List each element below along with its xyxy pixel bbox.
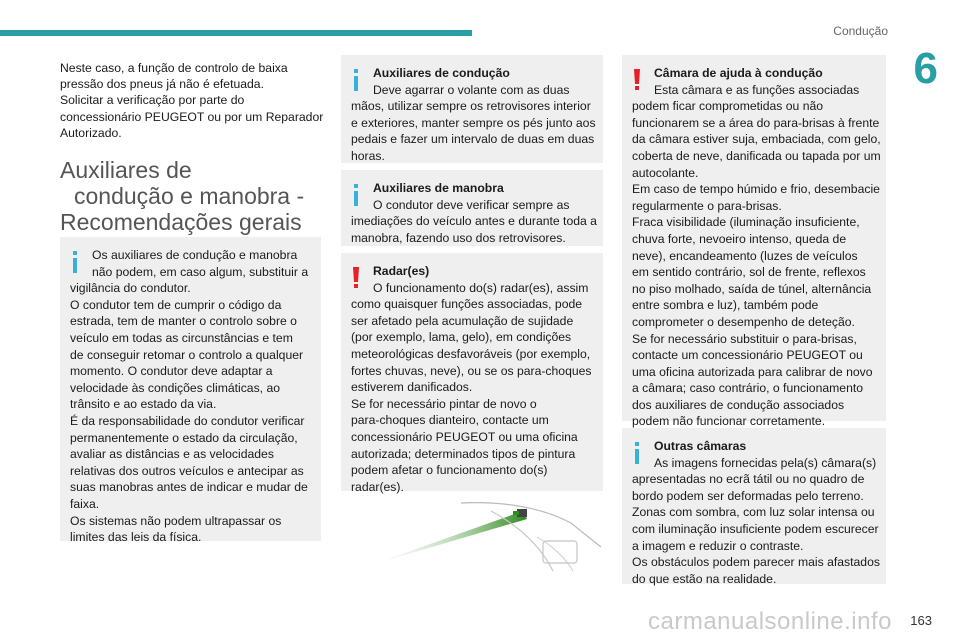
box-text-line: imediações do veículo antes e durante toda a: [351, 214, 597, 229]
box-text-line: podem ficar comprometidas ou não: [632, 99, 824, 114]
box-text-line: chuva forte, nevoeiro intenso, queda de: [632, 231, 847, 246]
info-box-driving-aids: [341, 55, 603, 163]
info-text-line: estrada, tem de manter o controlo sobre o: [70, 314, 297, 329]
box-text-line: do que estão na realidade.: [632, 571, 777, 586]
box-heading: Outras câmaras: [654, 439, 747, 453]
box-text-line: Se for necessário pintar de novo o: [351, 396, 537, 411]
warning-icon: [632, 69, 642, 96]
header-accent-bar: [0, 30, 472, 36]
detection-beam: [371, 511, 527, 565]
info-box-other-cameras: [622, 428, 886, 584]
box-text-line: (por exemplo, lama, gelo), em condições: [351, 330, 572, 345]
box-text-line: manobra, fazendo uso dos retrovisores.: [351, 230, 566, 245]
intro-paragraph: [60, 60, 325, 141]
box-text-line: a câmara; caso contrário, o funcionamento: [632, 381, 864, 396]
box-text-line: Em caso de tempo húmido e frio, desembacie: [632, 182, 880, 197]
info-box-general: [60, 237, 321, 545]
info-icon: [351, 69, 361, 96]
box-text-line: a imagem e reduzir o contraste.: [632, 538, 804, 553]
info-icon: [351, 184, 361, 211]
chapter-number: 6: [913, 44, 938, 93]
box-text-line: no piso molhado, saída de túnel, alternância: [632, 281, 872, 296]
info-text-line: Os auxiliares de condução e manobra: [92, 248, 298, 262]
info-text-line: O condutor tem de cumprir o código da: [70, 297, 282, 312]
box-text-line: coberta de neve, danificada ou tapada por um: [632, 148, 881, 163]
camera-lens: [513, 511, 519, 515]
box-text-line: bordo podem ser deformadas pelo terreno.: [632, 488, 864, 503]
box-text-line: As imagens fornecidas pela(s) câmara(s): [654, 455, 877, 470]
info-text-line: suas manobras antes de indicar e mudar de: [70, 480, 308, 495]
box-text-line: Fraca visibilidade (iluminação insuficiente,: [632, 215, 860, 230]
box-text-line: autocolante.: [632, 165, 699, 180]
box-text-line: regularmente o para-brisas.: [632, 198, 782, 213]
box-text-line: O funcionamento do(s) radar(es), assim: [373, 280, 589, 295]
box-text-line: dos auxiliares de condução associados: [632, 397, 845, 412]
info-text-line: É da responsabilidade do condutor verificar: [70, 413, 305, 428]
section-name: Condução: [833, 24, 888, 38]
box-text-line: contacte um concessionário PEUGEOT ou: [632, 348, 863, 363]
box-heading: Radar(es): [373, 264, 430, 278]
box-text-line: comprometer o desempenho de deteção.: [632, 314, 855, 329]
info-icon: [70, 251, 80, 278]
box-text-line: autorizada; determinados tipos de pintura: [351, 446, 576, 461]
watermark: carmanualsonline.info: [648, 608, 892, 635]
section-title-line: Recomendações gerais: [60, 209, 302, 235]
box-text-line: em sentido contrário, sol de frente, reflexos: [632, 265, 866, 280]
info-text-line: momento. O condutor deve adaptar a: [70, 364, 273, 379]
section-title-line: Auxiliares de: [60, 157, 192, 183]
box-text-line: como quaisquer funções associadas, pode: [351, 297, 583, 312]
warning-box-driving-camera: [622, 55, 886, 429]
intro-line: Autorizado.: [60, 125, 122, 140]
box-text-line: mãos, utilizar sempre os retrovisores interior: [351, 99, 591, 114]
info-text-line: permanentemente o estado da circulação,: [70, 430, 298, 445]
box-text-line: e exteriores, manter sempre os pés junto aos: [351, 115, 596, 130]
box-text-line: para-choques dianteiro, contacte um: [351, 413, 549, 428]
warning-box-radar: [341, 253, 603, 494]
box-text-line: Os obstáculos podem parecer mais afastados: [632, 555, 880, 570]
info-text-line: velocidade às condições climáticas, ao: [70, 380, 281, 395]
box-text-line: Deve agarrar o volante com as duas: [373, 82, 570, 97]
box-text-line: com iluminação insuficiente podem escurecer: [632, 521, 879, 536]
intro-line: Neste caso, a função de controlo de baixa: [60, 61, 288, 75]
box-text-line: radar(es).: [351, 479, 404, 494]
box-text-line: Zonas com sombra, com luz solar intensa ou: [632, 505, 875, 520]
info-text-line: avaliar as distâncias e as velocidades: [70, 447, 274, 462]
info-text-line: Os sistemas não podem ultrapassar os: [70, 513, 282, 528]
box-text-line: horas.: [351, 148, 385, 163]
info-text-line: faixa.: [70, 496, 100, 511]
intro-line: pressão dos pneus já não é efetuada.: [60, 77, 264, 92]
box-text-line: concessionário PEUGEOT ou uma oficina: [351, 429, 578, 444]
box-text-line: podem afetar o funcionamento do(s): [351, 463, 548, 478]
box-text-line: pedais e fazer um intervalo de duas em duas: [351, 132, 595, 147]
page-number: 163: [910, 613, 932, 628]
warning-icon: [351, 267, 361, 294]
info-text-line: não podem, em caso algum, substituir a: [92, 264, 309, 279]
box-text-line: O condutor deve verificar sempre as: [373, 197, 570, 212]
info-text-line: trânsito e ao estado da via.: [70, 397, 217, 412]
intro-line: concessionário PEUGEOT ou por um Reparador: [60, 109, 324, 124]
info-text-line: veículo em todas as circunstâncias e tem: [70, 330, 293, 345]
box-text-line: Se for necessário substituir o para-brisas,: [632, 331, 857, 346]
box-text-line: apresentadas no ecrã tátil ou no quadro de: [632, 472, 865, 487]
info-text-line: relativas dos outros veículos e antecipar as: [70, 463, 304, 478]
info-text-line: limites das leis da física.: [70, 530, 202, 545]
box-text-line: funcionarem se a área do para-brisas à frente: [632, 115, 880, 130]
box-text-line: uma oficina autorizada para calibrar de novo: [632, 364, 873, 379]
box-text-line: meteorológicas desfavoráveis (por exemplo,: [351, 346, 591, 361]
box-text-line: estiverem danificados.: [351, 380, 473, 395]
windshield-camera-illustration: [341, 497, 603, 572]
box-heading: Auxiliares de condução: [373, 66, 510, 80]
info-text-line: vigilância do condutor.: [70, 281, 191, 296]
box-text-line: ser afetado pela acumulação de sujidade: [351, 313, 574, 328]
box-text-line: podem não funcionar corretamente.: [632, 414, 826, 429]
box-text-line: Esta câmara e as funções associadas: [654, 82, 860, 97]
intro-line: Solicitar a verificação por parte do: [60, 93, 245, 108]
info-text-line: de conseguir retomar o controlo a qualquer: [70, 347, 304, 362]
box-text-line: entre sombra e luz), também pode: [632, 298, 819, 313]
box-text-line: neve), encandeamento (luzes de veículos: [632, 248, 858, 263]
section-title-line: condução e manobra -: [74, 183, 305, 209]
box-text-line: fortes chuvas, neve), ou se os para-choques: [351, 363, 592, 378]
box-text-line: da câmara estiver suja, embaciada, com gelo,: [632, 132, 881, 147]
box-heading: Câmara de ajuda à condução: [654, 66, 823, 80]
info-icon: [632, 442, 642, 469]
section-title: [60, 157, 304, 235]
info-box-maneuver-aids: [341, 170, 603, 246]
box-heading: Auxiliares de manobra: [373, 181, 504, 195]
